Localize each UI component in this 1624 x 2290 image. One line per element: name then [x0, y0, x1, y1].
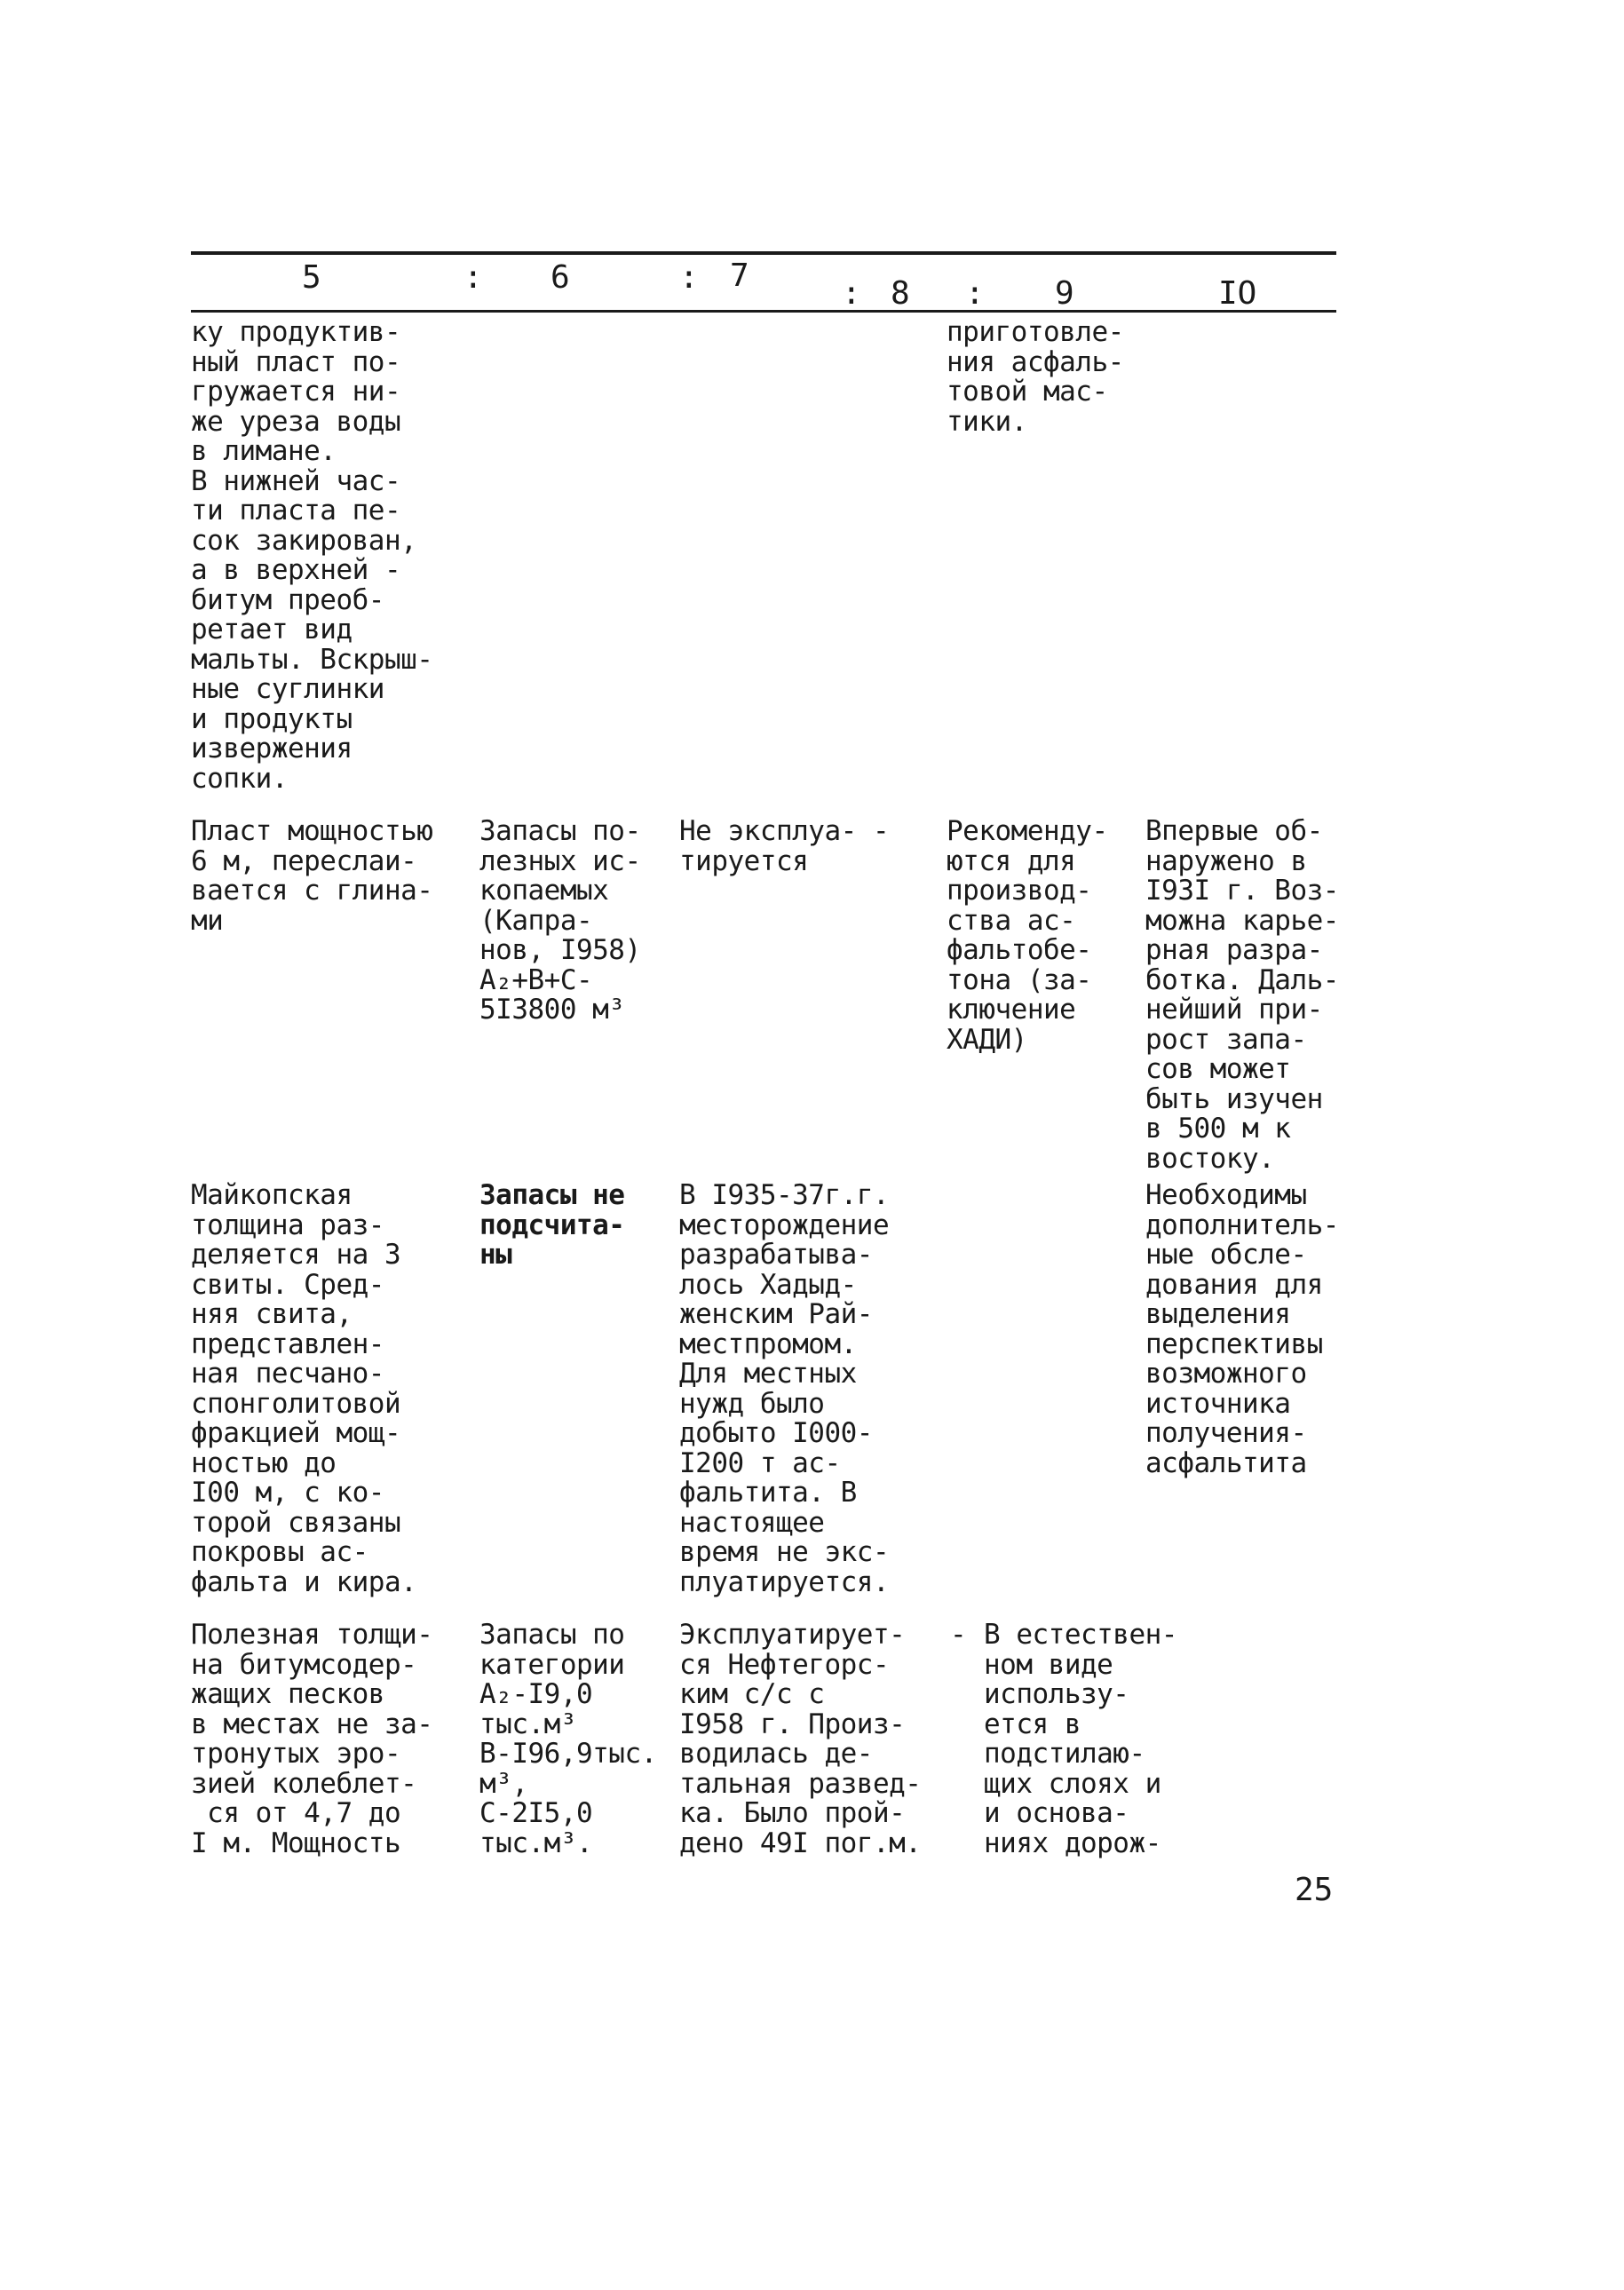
row3-col5: Майкопская толщина раз- деляется на 3 свиты. Сред- няя свита, представлен- ная песчано- спонголитовой фракцией мощ- ностью до I00 м, с ко- торой связаны покровы ас- фальта и кира. [191, 1179, 417, 1598]
row4-col5: Полезная толщи- на битумсодер- жащих песков в местах не за- тронутых эро- зией колеблет- ся от 4,7 до I м. Мощность [191, 1619, 433, 1859]
row3-col6: Запасы не подсчита- ны [479, 1179, 625, 1271]
row3-col10: Необходимы дополнитель- ные обсле- дования для выделения перспективы возможного источника получения- асфальтита [1145, 1179, 1339, 1479]
row2-col6: Запасы по- лезных ис- копаемых (Капра- нов, I958) A₂+B+C- 5I3800 м³ [479, 815, 641, 1026]
row1-col9: приготовле- ния асфаль- товой мас- тики. [947, 316, 1124, 438]
col-sep: : [965, 275, 985, 312]
row4-col8: - [950, 1619, 967, 1651]
col-header-9: 9 [1055, 275, 1074, 312]
table-top-rule [191, 251, 1336, 255]
row1-col5: ку продуктив- ный пласт по- гружается ни- же уреза воды в лимане. В нижней час- ти пласта пе- сок закирован, а в верхней - битум преоб- ретает вид мальты. Вскрыш- ные суглинки и продукты извержения сопки. [191, 316, 433, 795]
col-sep: : [463, 259, 483, 296]
row4-col6: Запасы по категории A₂-I9,0 тыс.м³ B-I96,9тыс. м³, C-2I5,0 тыс.м³. [479, 1619, 657, 1859]
col-header-7: 7 [730, 258, 749, 294]
col-sep: : [679, 259, 699, 296]
col-header-8: 8 [891, 275, 910, 312]
table-header-rule [191, 310, 1336, 313]
row2-col7: Не эксплуа- - тируется [679, 815, 890, 877]
row2-col5: Пласт мощностью 6 м, переслаи- вается с глина- ми [191, 815, 433, 937]
row4-col7: Эксплуатирует- ся Нефтегорс- ким с/с с I958 г. Произ- водилась де- тальная развед- ка. Было прой- дено 49I пог.м. [679, 1619, 922, 1859]
col-header-5: 5 [302, 259, 321, 296]
col-header-6: 6 [551, 259, 570, 296]
page-number: 25 [1295, 1872, 1334, 1908]
col-sep: : [842, 275, 861, 312]
row2-col9: Рекоменду- ются для производ- ства ас- фальтобе- тона (за- ключение ХАДИ) [947, 815, 1108, 1056]
col-header-10: IO [1218, 275, 1257, 312]
row3-col7: В I935-37г.г. месторождение разрабатыва- лось Хадыд- женским Рай- местпромом. Для местных нужд было добыто I000- I200 т ас- фальтита. В настоящее время не экс- плуатируется. [679, 1179, 890, 1598]
row4-col9: В естествен- ном виде использу- ется в подстилаю- щих слоях и и основа- ниях дорож- [984, 1619, 1177, 1859]
row2-col10: Впервые об- наружено в I93I г. Воз- можна карье- рная разра- ботка. Даль- нейший при- рост запа- сов может быть изучен в 500 м к востоку. [1145, 815, 1339, 1175]
